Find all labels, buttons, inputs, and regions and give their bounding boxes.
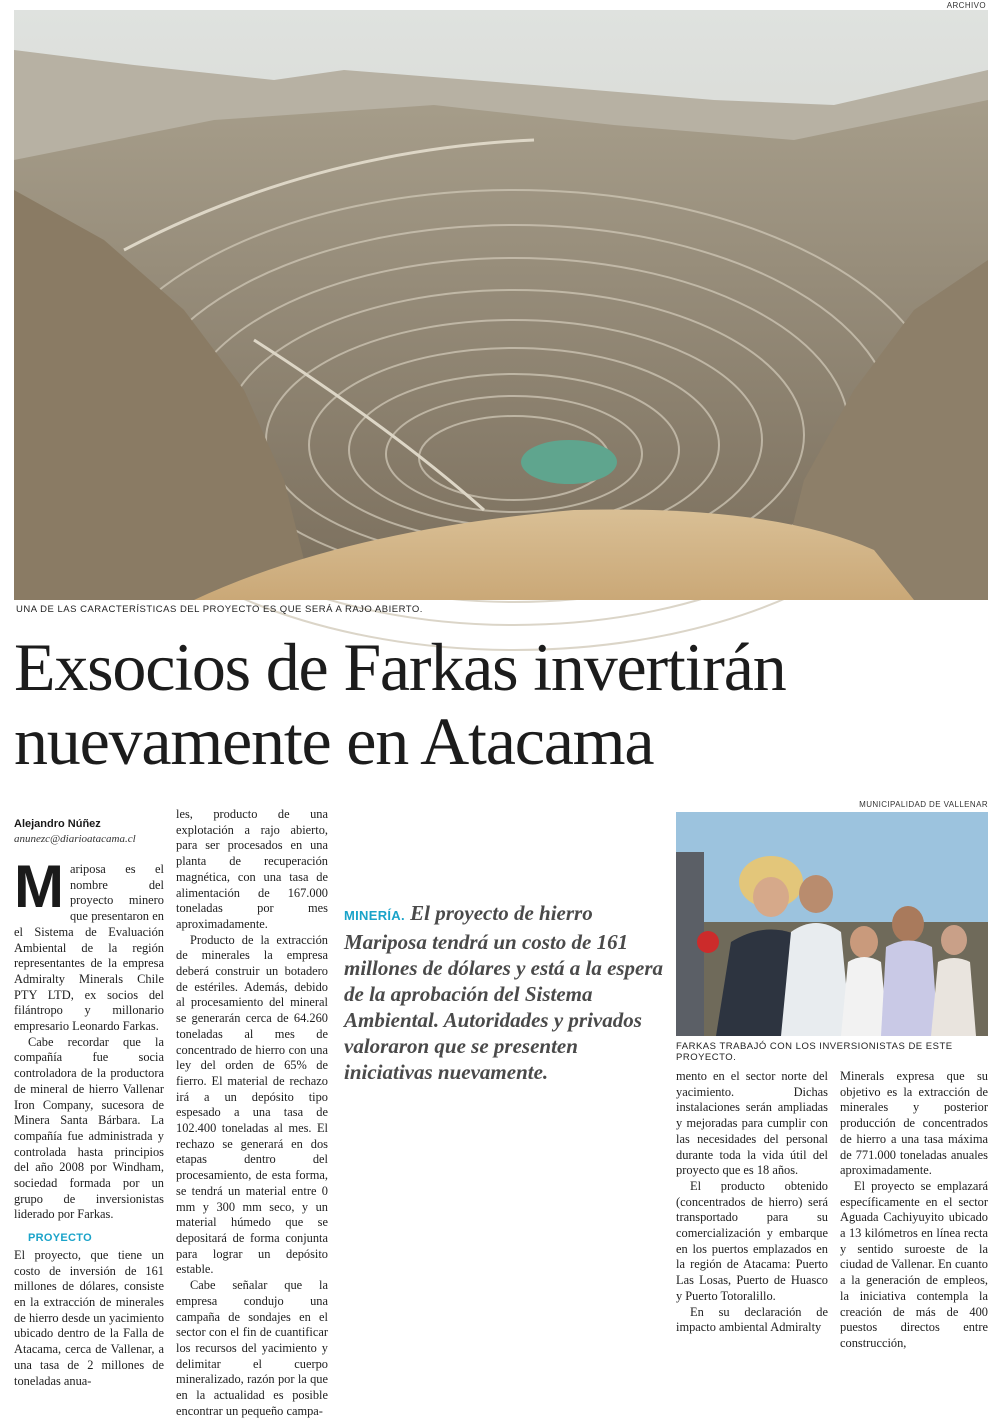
article-column-3 [676,1069,828,1336]
column4-paragraph-2: El proyecto se emplazará específicamente en el sector Aguada Cachiyuyito ubicado a 13 kilómetros en línea recta y sentido suroeste de la ciudad de Vallenar. En cuanto a la generación de empleos, la iniciativa contempla la creación de más de 400 puestos directos entre construcción, [840,1178,988,1350]
column1-paragraph-1-text: ariposa es el nombre del proyecto minero que presentaron en el Sistema de Evaluación Ambiental de la región representantes de la empresa Admiralty Minerals Chile PTY LTD, ex socios del filántropo y millonario empresario Leonardo Farkas. [14,862,164,1034]
secondary-photo-caption: FARKAS TRABAJÓ CON LOS INVERSIONISTAS DE ESTE PROYECTO. [676,1041,953,1063]
headline-line-2: nuevamente en Atacama [14,703,654,779]
section-subhead: PROYECTO [28,1232,92,1245]
article-column-4 [840,1069,988,1352]
column3-paragraph-2: El producto obtenido (concentrados de hierro) será transportado para su comercialización y embarque en los puertos emplazados en la región de Atacama: Puerto Las Losas, Puerto de Huasco y Puerto Totoralillo. [676,1178,828,1303]
column4-paragraph-1: Minerals expresa que su objetivo es la extracción de minerales y posterior producción de concentrados de hierro a una tasa máxima de 771.000 toneladas anuales aproximadamente. [840,1069,988,1178]
column3-paragraph-3: En su declaración de impacto ambiental Admiralty [676,1304,828,1335]
column1-paragraph-3: El proyecto, que tiene un costo de inversión de 161 millones de dólares, consiste en la extracción de minerales de hierro desde un yacimiento ubicado dentro de la Falla de Atacama, cerca de Vallenar, a una tasa de 2 millones de toneladas anua- [14,1247,164,1388]
photo-credit-secondary: MUNICIPALIDAD DE VALLENAR [859,800,988,809]
headline [14,630,994,778]
pull-quote-tag: MINERÍA. [344,908,405,923]
pull-quote-text: El proyecto de hierro Mariposa tendrá un costo de 161 millones de dólares y está a la espera de la aprobación del Sistema Ambiental. Autoridades y privados valoraron que se presenten iniciativas nuevamente. [344,901,664,1084]
column2-paragraph-1: les, producto de una explotación a rajo abierto, para ser procesados en una planta de recuperación magnética, con una tasa de alimentación de 167.000 toneladas por mes aproximadamente. [176,807,328,931]
byline [14,816,136,846]
drop-cap: M [14,853,64,920]
open-pit-mine-photo [14,10,988,600]
byline-author: Alejandro Núñez [14,818,101,830]
column1-paragraph-1 [14,853,164,1035]
article-column-2 [176,807,328,1419]
column2-paragraph-2: Producto de la extracción de minerales la empresa deberá construir un botadero de estériles. Además, debido al procesamiento del mineral se generarán cerca de 64.260 toneladas al mes de concentrado de hierro con una ley del orden de 65% de fierro. El material de rechazo irá a un depósito tipo espesado a una tasa de 102.400 toneladas al mes. El rechazo se generará en dos etapas dentro del procesamiento, de esta forma, se tendrá un material entre 0 mm y 300 mm seco, y un material húmedo que se depositará de forma conjunta para lograr un depósito estable. [176,932,328,1277]
farkas-event-photo [676,812,988,1036]
article-column-1 [14,853,164,1389]
column2-paragraph-3: Cabe señalar que la empresa condujo una campaña de sondajes en el sector con el fin de cuantificar los recursos del yacimiento y delimitar el cuerpo mineralizado, razón por la que en la actualidad es posible encontrar un pequeño campa- [176,1278,328,1418]
pull-quote [344,900,664,1085]
headline-line-1: Exsocios de Farkas invertirán [14,629,786,705]
byline-email: anunezc@diarioatacama.cl [14,833,136,845]
main-photo-caption: UNA DE LAS CARACTERÍSTICAS DEL PROYECTO ES QUE SERÁ A RAJO ABIERTO. [16,604,423,615]
column3-paragraph-1: mento en el sector norte del yacimiento. Dichas instalaciones serán ampliadas y mejoradas para cumplir con las necesidades del personal durante toda la vida útil del proyecto que es 18 años. [676,1069,828,1178]
column1-paragraph-2: Cabe recordar que la compañía fue socia controladora de la productora de mineral de hierro Vallenar Iron Company, sucesora de Minera Santa Bárbara. La compañía fue administrada y controlada hasta principios del año 2008 por Windham, sociedad formada por un grupo de inversionistas liderado por Farkas. [14,1034,164,1222]
photo-credit-top: ARCHIVO [946,1,986,10]
